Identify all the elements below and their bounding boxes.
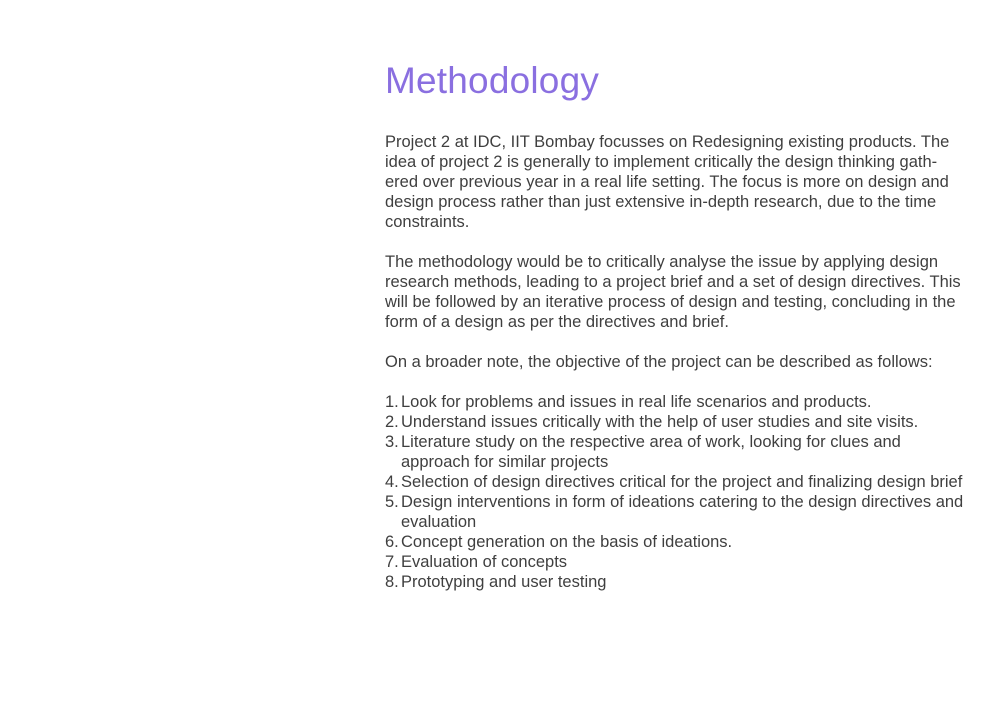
list-item-number: 1. (385, 393, 399, 411)
list-item-text: Prototyping and user testing (401, 573, 607, 591)
list-item-text: Concept generation on the basis of ideations. (401, 533, 733, 551)
list-item-text: Design interventions in form of ideations catering to the design directives and evaluation (401, 493, 964, 531)
list-item-number: 5. (385, 493, 399, 511)
list-item (385, 492, 965, 532)
list-item (385, 392, 965, 412)
list-item-number: 4. (385, 473, 399, 491)
intro-paragraph: Project 2 at IDC, IIT Bombay focusses on Redesigning existing products. The idea of project 2 is generally to implement critically the design thinking gath-ered over previous year in a real life setting. The focus is more on design and design process rather than just extensive in-depth research, due to the time constraints. (385, 133, 950, 231)
list-item-text: Literature study on the respective area of work, looking for clues and approach for similar projects (401, 433, 901, 471)
page-title: Methodology (385, 60, 600, 101)
list-item-text: Selection of design directives critical for the project and finalizing design brief (401, 473, 963, 491)
list-item (385, 432, 965, 472)
list-item (385, 532, 965, 552)
list-item (385, 472, 965, 492)
list-item-number: 8. (385, 573, 399, 591)
list-item-number: 3. (385, 433, 399, 451)
objective-intro-paragraph: On a broader note, the objective of the project can be described as follows: (385, 353, 933, 371)
list-item (385, 552, 965, 572)
list-item-text: Evaluation of concepts (401, 553, 568, 571)
list-item-number: 2. (385, 413, 399, 431)
methodology-section (385, 58, 965, 592)
list-item-text: Understand issues critically with the help of user studies and site visits. (401, 413, 919, 431)
list-item (385, 412, 965, 432)
list-item-number: 6. (385, 533, 399, 551)
methodology-paragraph: The methodology would be to critically analyse the issue by applying design research methods, leading to a project brief and a set of design directives. This will be followed by an iterative process of design and testing, concluding in the form of a design as per the directives and brief. (385, 253, 961, 331)
list-item-number: 7. (385, 553, 399, 571)
list-item-text: Look for problems and issues in real life scenarios and products. (401, 393, 872, 411)
list-item (385, 572, 965, 592)
objectives-list (385, 392, 965, 592)
